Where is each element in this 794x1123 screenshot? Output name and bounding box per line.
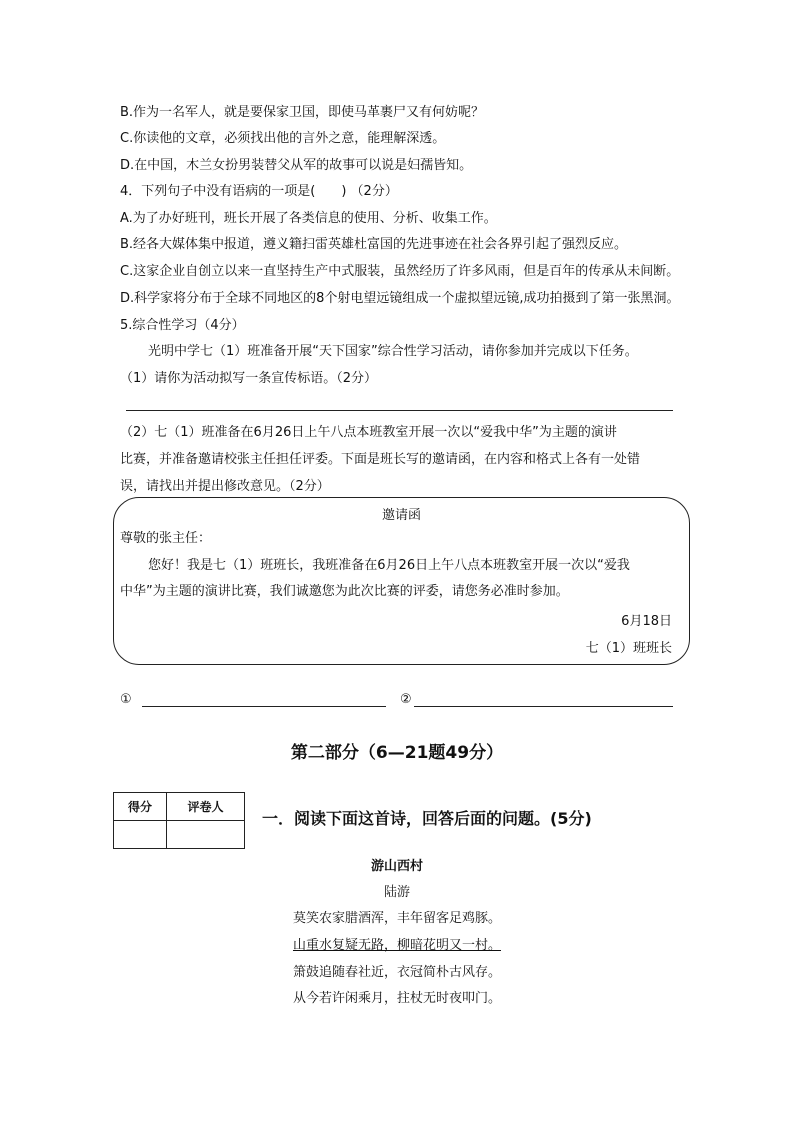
poem-line-2-text: 山重水复疑无路，柳暗花明又一村。 (292, 938, 501, 953)
part-two-title: 第二部分（6—21题49分） (290, 743, 504, 763)
section-one-question: 一．阅读下面这首诗，回答后面的问题。(5分) (262, 809, 592, 828)
poem-line-3: 箫鼓追随春社近，衣冠简朴古风存。 (292, 965, 501, 980)
letter-title: 邀请函 (381, 508, 421, 523)
poem-title: 游山西村 (370, 859, 423, 874)
q4-option-b: B.经各大媒体集中报道，遵义籍扫雷英雄杜富国的先进事迹在社会各界引起了强烈反应。 (120, 237, 628, 252)
score-cell[interactable] (114, 821, 167, 849)
q4-option-d: D.科学家将分布于全球不同地区的8个射电望远镜组成一个虚拟望远镜,成功拍摄到了第一张黑洞。 (120, 291, 680, 306)
letter-body-line2: 中华”为主题的演讲比赛，我们诚邀您为此次比赛的评委，请您务必准时参加。 (120, 584, 569, 599)
poem-line-4: 从今若许闲乘月，拄杖无时夜叩门。 (292, 991, 501, 1006)
grader-header: 评卷人 (167, 793, 245, 821)
q5-title: 5.综合性学习（4分） (120, 318, 245, 333)
answer-line-1[interactable] (142, 706, 386, 707)
q5-sub1: （1）请你为活动拟写一条宣传标语。（2分） (120, 371, 378, 386)
q5-sub2-line1: （2）七（1）班准备在6月26日上午八点本班教室开展一次以“爱我中华”为主题的演讲 (120, 425, 617, 440)
poem-line-2 (0, 934, 794, 953)
q5-sub2-line2: 比赛，并准备邀请校张主任担任评委。下面是班长写的邀请函，在内容和格式上各有一处错 (120, 452, 641, 467)
answer-line-slogan[interactable] (126, 410, 673, 411)
score-header: 得分 (114, 793, 167, 821)
grader-cell[interactable] (167, 821, 245, 849)
q3-option-d: D.在中国，木兰女扮男装替父从军的故事可以说是妇孺皆知。 (120, 158, 473, 173)
q4-option-c: C.这家企业自创立以来一直坚持生产中式服装，虽然经历了许多风雨，但是百年的传承从未间断。 (120, 264, 680, 279)
q5-sub2-line3: 误，请找出并提出修改意见。（2分） (120, 479, 330, 494)
q4-title: 4．下列句子中没有语病的一项是( ) （2分） (120, 184, 398, 199)
q3-option-b: B.作为一名军人，就是要保家卫国，即使马革裹尸又有何妨呢？ (120, 105, 485, 120)
letter-salutation: 尊敬的张主任： (120, 531, 212, 546)
letter-body-line1: 您好！我是七（1）班班长，我班准备在6月26日上午八点本班教室开展一次以“爱我 (148, 558, 630, 573)
letter-date: 6月18日 (621, 614, 672, 629)
poem-line-1: 莫笑农家腊酒浑，丰年留客足鸡豚。 (292, 911, 501, 926)
q4-option-a: A.为了办好班刊，班长开展了各类信息的使用、分析、收集工作。 (120, 211, 497, 226)
letter-signature: 七（1）班班长 (585, 641, 672, 656)
q5-intro: 光明中学七（1）班准备开展“天下国家”综合性学习活动，请你参加并完成以下任务。 (148, 344, 638, 359)
blank2-marker: ② (400, 692, 412, 707)
poem-author: 陆游 (383, 885, 410, 900)
blank1-marker: ① (120, 692, 132, 707)
q3-option-c: C.你读他的文章，必须找出他的言外之意，能理解深透。 (120, 131, 446, 146)
answer-line-2[interactable] (414, 706, 673, 707)
score-table (113, 792, 245, 849)
